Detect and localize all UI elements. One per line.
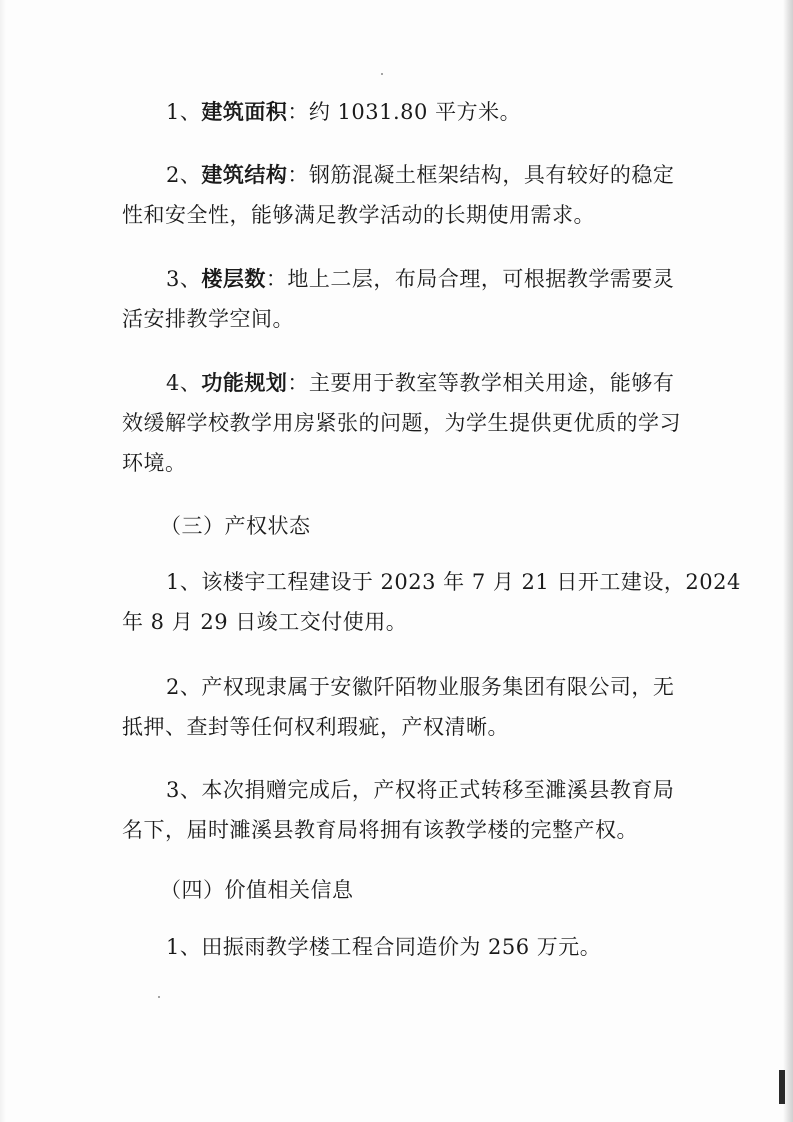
item-4-cont2-text: 环境。	[122, 451, 187, 475]
section-3-heading: （三）产权状态	[160, 514, 311, 538]
item-2-label: 建筑结构	[201, 163, 288, 187]
section-3-p3: 3、本次捐赠完成后，产权将正式转移至濉溪县教育局	[166, 778, 675, 802]
item-3-separator: ：	[265, 267, 288, 291]
item-2-number: 2、	[166, 163, 202, 187]
section-3-p3-cont: 名下，届时濉溪县教育局将拥有该教学楼的完整产权。	[122, 818, 638, 842]
item-3-cont-text: 活安排教学空间。	[122, 307, 294, 331]
item-2-cont-text: 性和安全性，能够满足教学活动的长期使用需求。	[122, 203, 595, 227]
item-4-label: 功能规划	[201, 371, 288, 395]
item-1-text: 约 1031.80 平方米。	[308, 100, 522, 124]
section-3-p2: 2、产权现隶属于安徽阡陌物业服务集团有限公司，无	[166, 675, 675, 699]
item-1-number: 1、	[166, 100, 202, 124]
item-4-text: 主要用于教室等教学相关用途，能够有	[308, 371, 675, 395]
section-3-p1-cont: 年 8 月 29 日竣工交付使用。	[122, 610, 408, 634]
section-4-heading: （四）价值相关信息	[160, 878, 354, 902]
item-3-label: 楼层数	[201, 267, 266, 291]
section-3-p1: 1、该楼宇工程建设于 2023 年 7 月 21 日开工建设，2024	[166, 570, 741, 594]
item-1-label: 建筑面积	[201, 100, 288, 124]
item-1-separator: ：	[287, 100, 309, 124]
item-3-number: 3、	[166, 267, 202, 291]
item-2-text: 钢筋混凝土框架结构，具有较好的稳定	[308, 163, 675, 187]
section-3-p2-cont: 抵押、查封等任何权利瑕疵，产权清晰。	[122, 715, 509, 739]
page-right-shadow	[783, 0, 793, 1122]
scan-binding-mark	[779, 1070, 785, 1104]
section-4-p1: 1、田振雨教学楼工程合同造价为 256 万元。	[166, 935, 602, 959]
page-left-shadow	[0, 0, 6, 1122]
item-4-number: 4、	[166, 371, 202, 395]
item-3-text: 地上二层，布局合理，可根据教学需要灵	[287, 267, 675, 291]
item-2-separator: ：	[287, 163, 309, 187]
item-4-separator: ：	[287, 371, 309, 395]
scan-speck	[381, 73, 383, 75]
scan-speck	[158, 996, 160, 998]
item-4-cont-text: 效缓解学校教学用房紧张的问题，为学生提供更优质的学习	[122, 411, 681, 435]
